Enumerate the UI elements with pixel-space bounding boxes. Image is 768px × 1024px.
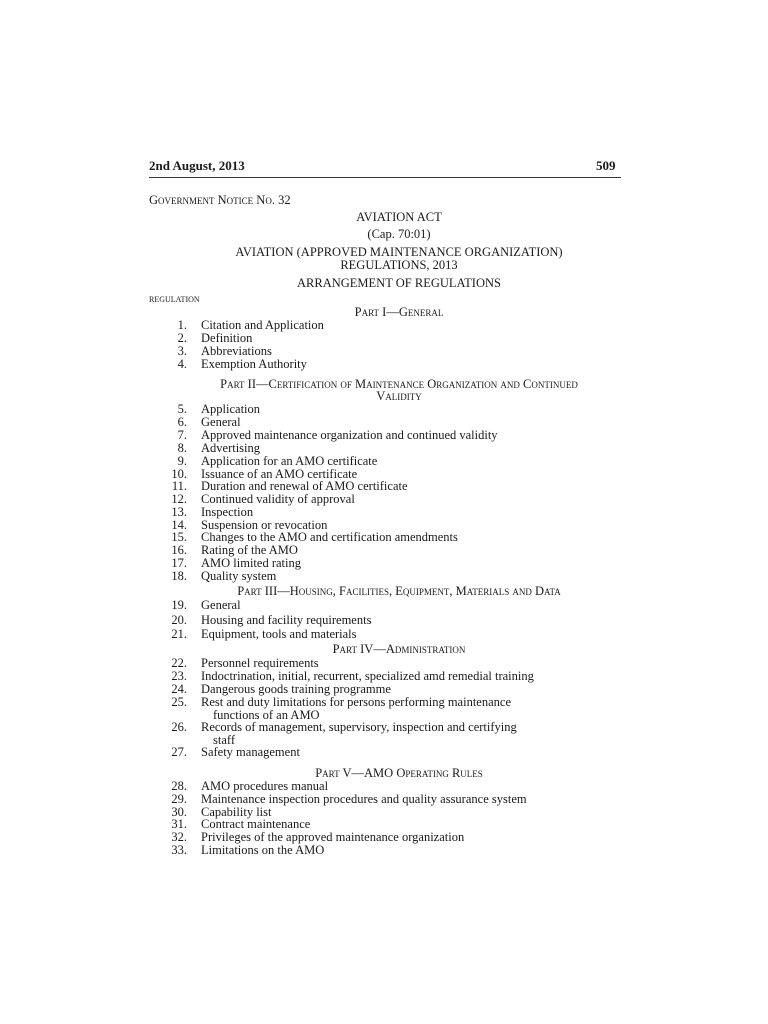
regulation-number: 33. (171, 843, 187, 857)
regulation-title: Limitations on the AMO (201, 843, 325, 857)
regulation-number: 31. (171, 817, 187, 831)
regulation-title: Equipment, tools and materials (201, 627, 357, 641)
regulation-number: 26. (171, 720, 187, 734)
regulation-number: 9. (177, 454, 187, 468)
regulation-title: Records of management, supervisory, inspection and certifying (201, 720, 517, 734)
part-heading-5: Part V—AMO Operating Rules (315, 766, 483, 780)
regulation-number: 4. (177, 357, 187, 371)
part-heading-2: Part II—Certification of Maintenance Organization and Continued (220, 377, 578, 391)
regulation-number: 7. (177, 428, 187, 442)
regulation-number: 25. (171, 695, 187, 709)
regulation-number: 17. (171, 556, 187, 570)
regulation-title: AMO limited rating (201, 556, 301, 570)
regulation-number: 5. (177, 402, 187, 416)
regulation-number: 14. (171, 518, 187, 532)
regulation-title: Quality system (201, 569, 277, 583)
regulation-title: Indoctrination, initial, recurrent, specialized amd remedial training (201, 669, 534, 683)
regulation-title: Privileges of the approved maintenance organization (201, 830, 465, 844)
act-title: AVIATION ACT (356, 210, 442, 224)
regulation-title: Contract maintenance (201, 817, 311, 831)
regulation-title: Housing and facility requirements (201, 613, 372, 627)
regulation-number: 12. (171, 492, 187, 506)
government-notice: Government Notice No. 32 (149, 193, 291, 207)
regulation-number: 29. (171, 792, 187, 806)
regulation-number: 1. (177, 318, 187, 332)
regulation-number: 8. (177, 441, 187, 455)
regulation-number: 15. (171, 530, 187, 544)
regulation-title: Application (201, 402, 261, 416)
regulation-title-continued: staff (213, 733, 235, 747)
regulation-number: 30. (171, 805, 187, 819)
gazette-date: 2nd August, 2013 (149, 158, 245, 173)
regulation-title: Inspection (201, 505, 254, 519)
regulation-title: General (201, 598, 241, 612)
regulation-number: 16. (171, 543, 187, 557)
regulation-title: Abbreviations (201, 344, 272, 358)
part-heading-4: Part IV—Administration (332, 642, 466, 656)
regulation-number: 21. (171, 627, 187, 641)
regulation-title: Safety management (201, 745, 300, 759)
regulation-title: Exemption Authority (201, 357, 307, 371)
part-heading-1: Part I—General (354, 305, 444, 319)
regulation-number: 11. (171, 479, 187, 493)
regulation-title: Capability list (201, 805, 272, 819)
regulation-title: Dangerous goods training programme (201, 682, 391, 696)
regulation-number: 18. (171, 569, 187, 583)
regulation-title: Issuance of an AMO certificate (201, 467, 358, 481)
part-heading-3: Part III—Housing, Facilities, Equipment, Materials and Data (237, 584, 561, 598)
regulation-title: General (201, 415, 241, 429)
regulation-number: 13. (171, 505, 187, 519)
regulation-number: 27. (171, 745, 187, 759)
regulations-title-line1: AVIATION (APPROVED MAINTENANCE ORGANIZATION) (235, 245, 563, 259)
regulation-number: 10. (171, 467, 187, 481)
regulation-title: Rest and duty limitations for persons performing maintenance (201, 695, 511, 709)
regulation-number: 22. (171, 656, 187, 670)
regulation-title: Advertising (201, 441, 261, 455)
part-heading-2-cont: Validity (376, 389, 422, 403)
regulation-number: 2. (177, 331, 187, 345)
regulation-title: Application for an AMO certificate (201, 454, 378, 468)
arrangement-heading: ARRANGEMENT OF REGULATIONS (297, 276, 501, 290)
regulation-number: 24. (171, 682, 187, 696)
regulation-title: Duration and renewal of AMO certificate (201, 479, 408, 493)
regulation-title: Maintenance inspection procedures and quality assurance system (201, 792, 527, 806)
regulation-label: regulation (149, 293, 200, 305)
page-number: 509 (596, 158, 616, 173)
header-rule (149, 177, 621, 178)
regulation-title: AMO procedures manual (201, 779, 329, 793)
regulation-number: 20. (171, 613, 187, 627)
regulation-title: Definition (201, 331, 253, 345)
regulation-title: Approved maintenance organization and continued validity (201, 428, 498, 442)
regulation-title: Suspension or revocation (201, 518, 328, 532)
regulation-number: 23. (171, 669, 187, 683)
regulation-number: 32. (171, 830, 187, 844)
regulation-title: Continued validity of approval (201, 492, 355, 506)
regulation-title-continued: functions of an AMO (213, 708, 320, 722)
regulation-number: 19. (171, 598, 187, 612)
regulation-number: 3. (177, 344, 187, 358)
regulation-title: Citation and Application (201, 318, 324, 332)
cap-reference: (Cap. 70:01) (367, 227, 431, 241)
regulation-title: Changes to the AMO and certification amendments (201, 530, 458, 544)
regulations-title-line2: REGULATIONS, 2013 (340, 258, 458, 272)
regulation-number: 6. (177, 415, 187, 429)
regulation-title: Personnel requirements (201, 656, 319, 670)
regulation-number: 28. (171, 779, 187, 793)
regulation-title: Rating of the AMO (201, 543, 298, 557)
